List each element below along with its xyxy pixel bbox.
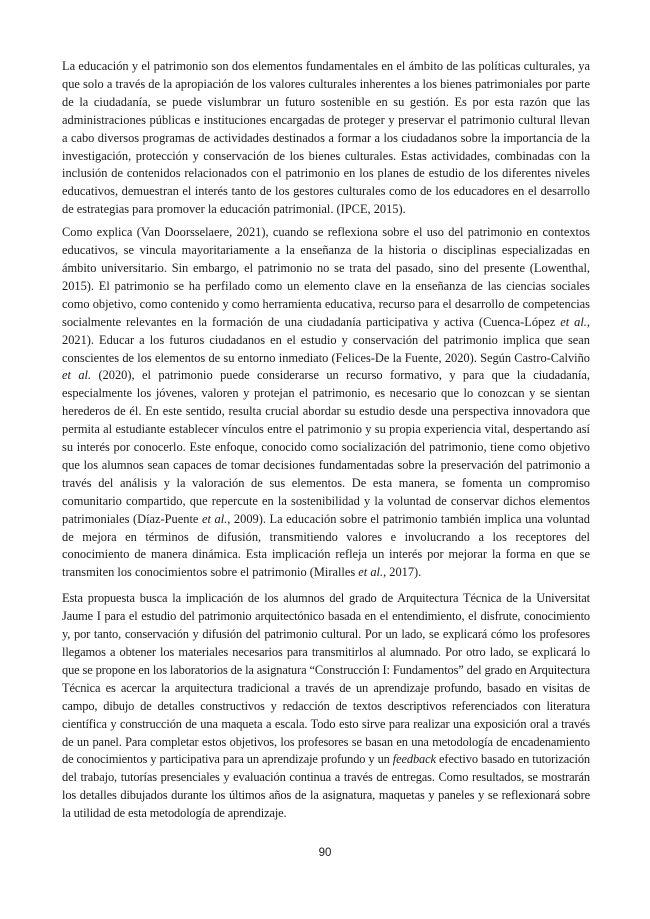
et-al-italic: et al. (62, 368, 92, 383)
paragraph-intro-text: La educación y el patrimonio son dos elementos fundamentales en el ámbito de las políticas culturales, ya que solo a través de la apropiación de los valores culturales inherentes a los bienes patrimoniales por parte de la ciudadanía, se puede vislumbrar un futuro sostenible en su gestión. Es por esta razón que las administraciones públicas e instituciones encargadas de proteger y preservar el patrimonio cultural llevan a cabo diversos programas de actividades destinados a formar a los ciudadanos sobre la importancia de la investigación, protección y conservación de los bienes culturales. Estas actividades, combinadas con la inclusión de contenidos relacionados con el patrimonio en los planes de estudio de los diferentes niveles educativos, demuestran el interés tanto de los gestores culturales como de los educadores en el desarrollo de estrategias para promover la educación patrimonial. (IPCE, 2015). (62, 59, 590, 217)
paragraph-proposal-text-a: Esta propuesta busca la implicación de los alumnos del grado de Arquitectura Técnica de la Universitat Jaume I para el estudio del patrimonio arquitectónico basada en el entendimiento, el disfrute, conocimiento y, por tanto, conservación y difusión del patrimonio cultural. Por un lado, se explicará cómo los profesores llegamos a obtener los materiales necesarios para transmitirlos al alumnado. Por otro lado, se explicará lo que se propone en los laboratorios de la asignatura “Construcción I: Fundamentos” del grado en Arquitectura Técnica es acercar la arquitectura tradicional a través de un aprendizaje profundo, basado en visitas de campo, dibujo de detalles constructivos y redacción de textos descriptivos referenciados con literatura científica y construcción de una maqueta a escala. Todo esto sirve para realizar una exposición oral a través de un panel. Para completar estos objetivos, los profesores se basan en una metodología de encadenamiento de conocimientos y participativa para un aprendizaje profundo y un (62, 591, 590, 767)
paragraph-literature-text-a: Como explica (Van Doorsselaere, 2021), cuando se reflexiona sobre el uso del patrimonio en contextos educativos, se vincula mayoritariamente a la enseñanza de la historia o disciplinas especializadas en ámbito universitario. Sin embargo, el patrimonio no se trata del pasado, sino del presente (Lowenthal, 2015). El patrimonio se ha perfilado como un elemento clave en la enseñanza de las ciencias sociales como objetivo, como contenido y como herramienta educativa, recurso para el desarrollo de competencias socialmente relevantes en la formación de una ciudadanía participativa y activa (Cuenca-López (62, 225, 590, 329)
paragraph-literature-text-c: (2020), el patrimonio puede considerarse un recurso formativo, y para que la ciudadanía, especialmente los jóvenes, valoren y protejan el patrimonio, es necesario que lo conozcan y se sientan herederos de él. En este sentido, resulta crucial abordar su estudio desde una perspectiva innovadora que permita al estudiante establecer vínculos entre el patrimonio y su propia experiencia vital, despertando así su interés por conocerlo. Este enfoque, conocido como socialización del patrimonio, tiene como objetivo que los alumnos sean capaces de tomar decisiones fundamentadas sobre la preservación del patrimonio a través del análisis y la valoración de sus elementos. De esta manera, se fomenta un compromiso comunitario compartido, que repercute en la sostenibilidad y la voluntad de conservar dichos elementos patrimoniales (Díaz-Puente (62, 368, 590, 526)
et-al-italic: et al. (201, 511, 228, 526)
paragraph-literature (62, 224, 590, 582)
paragraph-literature-text-e: , 2017). (383, 565, 422, 580)
document-body (62, 58, 590, 828)
paragraph-proposal-text-b: efectivo basado en tutorización del trabajo, tutorías presenciales y evaluación continua a través de entregas. Como resultados, se mostrarán los detalles dibujados durante los últimos años de la asignatura, maquetas y paneles y se reflexionará sobre la utilidad de esta metodología de aprendizaje. (62, 752, 590, 821)
paragraph-intro (62, 58, 590, 219)
paragraph-literature-text-b: , 2021). Educar a los futuros ciudadanos en el estudio y conservación del patrimonio implica que sean conscientes de los elementos de su entorno inmediato (Felices-De la Fuente, 2020). Según Castro-Calviño (62, 314, 591, 365)
page-number: 90 (318, 847, 332, 859)
et-al-italic: et al. (560, 314, 587, 329)
paragraph-literature-text-d: , 2009). La educación sobre el patrimonio también implica una voluntad de mejora en términos de difusión, transmitiendo valores e involucrando a los receptores del conocimiento de manera dinámica. Esta implicación refleja un interés por mejorar la forma en que se transmiten los conocimientos sobre el patrimonio (Miralles (62, 511, 590, 580)
feedback-italic: feedback (392, 752, 436, 767)
paragraph-proposal (62, 590, 590, 823)
et-al-italic: et al. (358, 565, 384, 580)
